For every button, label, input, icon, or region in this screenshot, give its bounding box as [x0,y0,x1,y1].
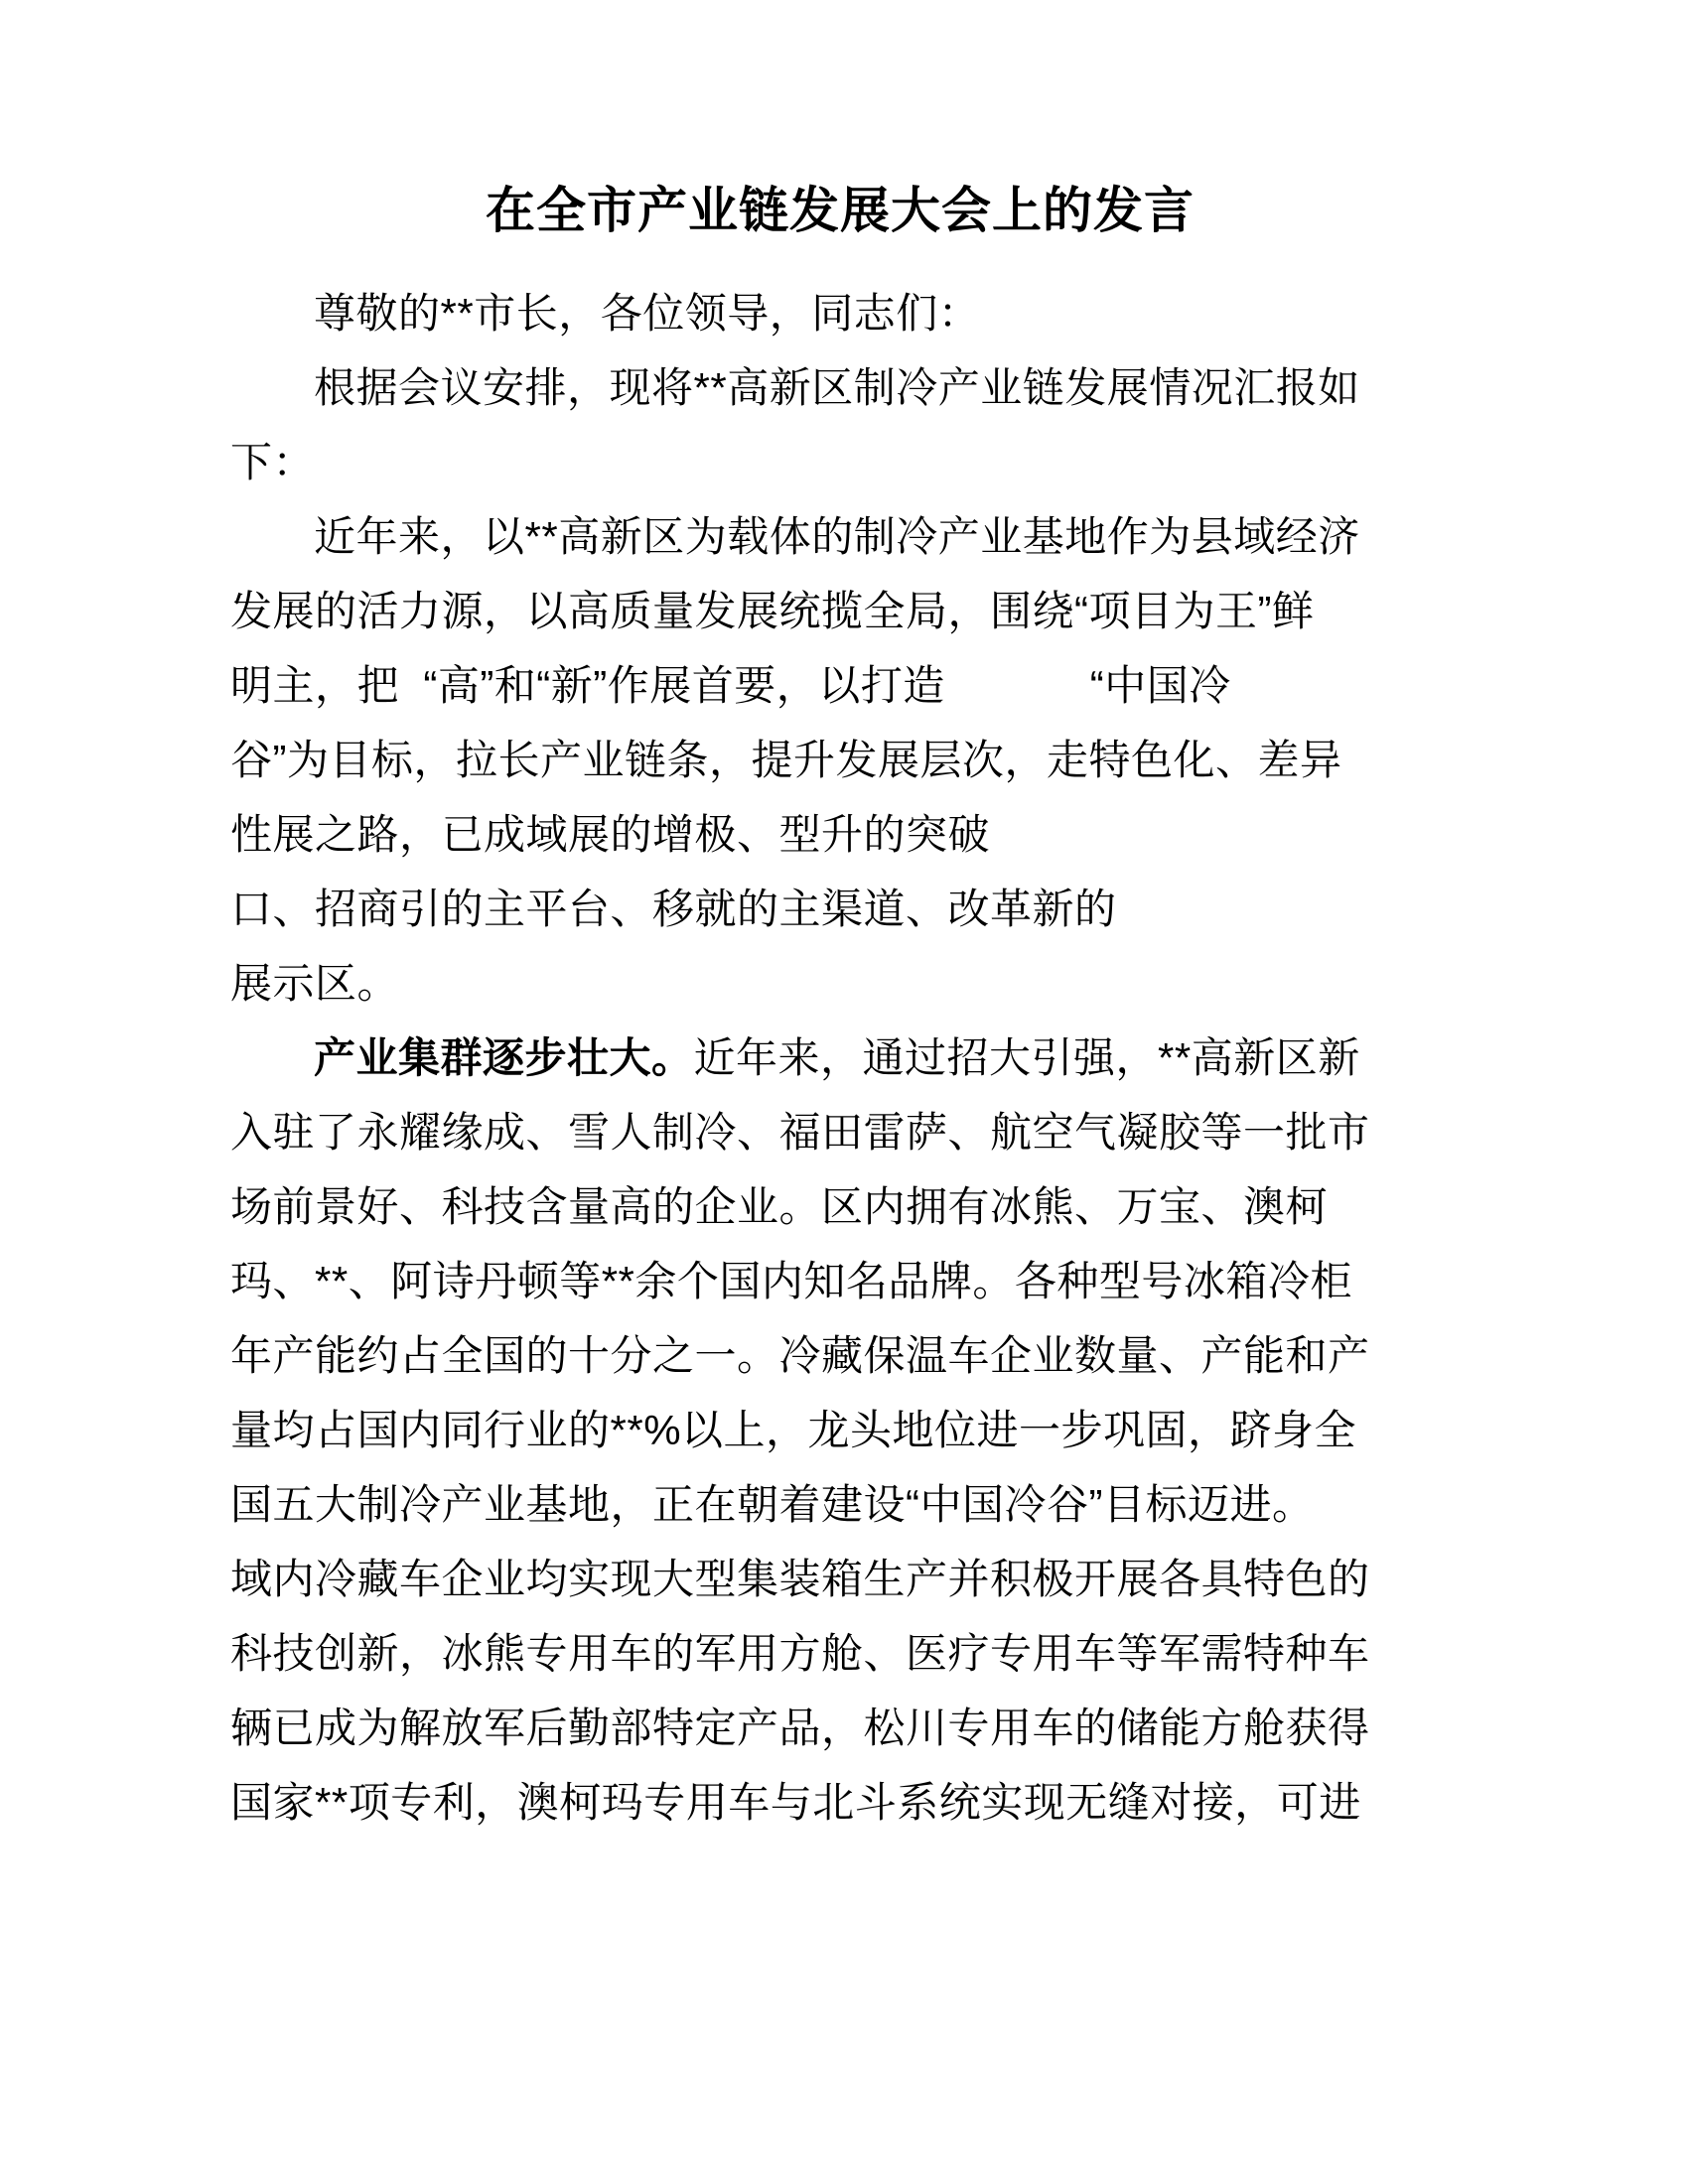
text-line: 谷”为目标，拉长产业链条，提升发展层次，走特色化、差异 [230,737,1342,783]
text-line: 科技创新，冰熊专用车的军用方舱、医疗专用车等军需特种车 [230,1630,1370,1677]
text-line: 下： [230,439,316,485]
document-paragraphs [230,276,1450,1840]
paragraph-meeting-arrangement [230,350,1450,499]
text-line: 近年来，以**高新区为载体的制冷产业基地作为县域经济 [314,513,1360,560]
text-line: 域内冷藏车企业均实现大型集装箱生产并积极开展各具特色的 [230,1556,1370,1602]
page-title: 在全市产业链发展大会上的发言 [486,183,1195,238]
paragraph-salutation [230,276,1450,350]
text-line: 明主，把 “高”和“新”作展首要，以打造 “中国冷 [230,662,1231,709]
text-line: 年产能约占全国的十分之一。冷藏保温车企业数量、产能和产 [230,1332,1370,1379]
text-line: 国五大制冷产业基地，正在朝着建设“中国冷谷”目标迈进。 [230,1481,1315,1528]
text-line: 展示区。 [230,960,400,1007]
text-line: 入驻了永耀缘成、雪人制冷、福田雷萨、航空气凝胶等一批市 [230,1109,1370,1156]
text-line: 根据会议安排，现将**高新区制冷产业链发展情况汇报如 [314,364,1360,411]
text-line: 发展的活力源，以高质量发展统揽全局，围绕“项目为王”鲜 [230,588,1315,634]
document-body [230,179,1450,1840]
text-line: 场前景好、科技含量高的企业。区内拥有冰熊、万宝、澳柯 [230,1183,1329,1230]
text-line: 口、招商引的主平台、移就的主渠道、改革新的 [230,886,1117,932]
text-line: 量均占国内同行业的**%以上，龙头地位进一步巩固，跻身全 [230,1407,1357,1453]
text-line: 玛、**、阿诗丹顿等**余个国内知名品牌。各种型号冰箱冷柜 [230,1258,1352,1304]
text-line: 产业集群逐步壮大。近年来，通过招大引强，**高新区新 [314,1034,1360,1081]
paragraph-industry-cluster [230,1021,1450,1840]
text-line: 国家**项专利，澳柯玛专用车与北斗系统实现无缝对接，可进 [230,1779,1361,1826]
text-line: 性展之路，已成域展的增极、型升的突破 [230,811,991,858]
paragraph-lead: 产业集群逐步壮大。 [314,1034,694,1081]
paragraph-recent-years-base [230,499,1450,1021]
text-line: 尊敬的**市长，各位领导，同志们： [314,290,981,337]
text-line: 辆已成为解放军后勤部特定产品，松川专用车的储能方舱获得 [230,1705,1370,1751]
